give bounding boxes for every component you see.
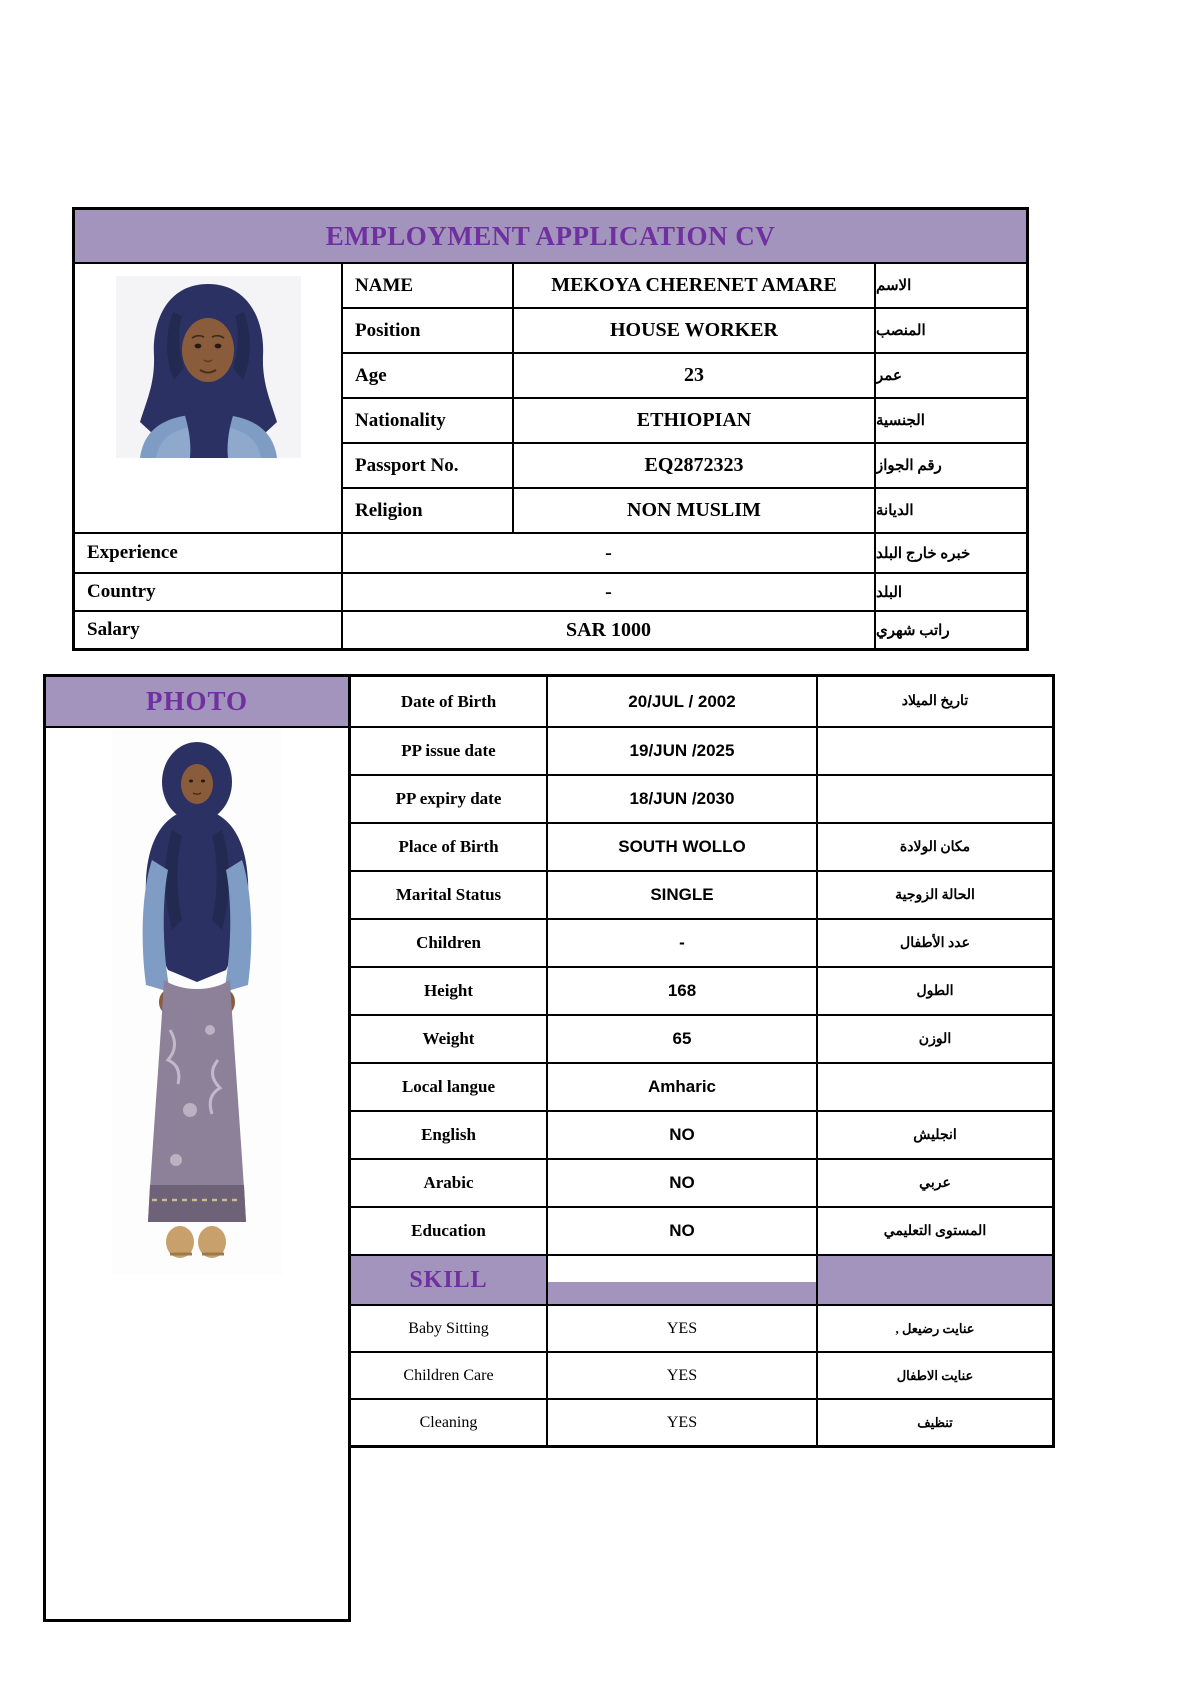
photo-section-header (46, 677, 348, 726)
photo-label: PHOTO (145, 686, 249, 716)
full-body-photo (112, 730, 282, 1275)
skill-name: Cleaning (351, 1400, 546, 1445)
field-label-arabic: الوزن (818, 1016, 1052, 1062)
field-value: HOUSE WORKER (514, 309, 874, 352)
skill-value: YES (548, 1306, 816, 1351)
field-value: 19/JUN /2025 (548, 728, 816, 774)
field-label-arabic: المنصب (876, 309, 1026, 352)
full-body-photo-cell (46, 728, 348, 1619)
field-value: 65 (548, 1016, 816, 1062)
details-table (351, 674, 1055, 1448)
field-label-arabic (818, 776, 1052, 822)
portrait-photo (116, 276, 301, 458)
field-value: Amharic (548, 1064, 816, 1110)
field-label-arabic (818, 728, 1052, 774)
field-value: - (343, 574, 874, 610)
field-label: Place of Birth (351, 824, 546, 870)
field-label-arabic: الحالة الزوجية (818, 872, 1052, 918)
field-label-arabic: البلد (876, 574, 1026, 610)
field-value: NO (548, 1160, 816, 1206)
field-label: Religion (343, 489, 512, 532)
field-label-arabic: الديانة (876, 489, 1026, 532)
field-label-arabic: رقم الجواز (876, 444, 1026, 487)
field-label-arabic: عدد الأطفال (818, 920, 1052, 966)
field-label-arabic: الطول (818, 968, 1052, 1014)
field-label-arabic: الاسم (876, 264, 1026, 307)
field-value: NO (548, 1208, 816, 1254)
skill-value: YES (548, 1400, 816, 1445)
field-label: Weight (351, 1016, 546, 1062)
skill-header-spacer (548, 1256, 816, 1304)
field-value: SINGLE (548, 872, 816, 918)
skill-name-arabic: تنظيف (818, 1400, 1052, 1445)
field-label: Age (343, 354, 512, 397)
field-label: Passport No. (343, 444, 512, 487)
field-label: Marital Status (351, 872, 546, 918)
skill-label: SKILL (409, 1266, 488, 1293)
field-value: 23 (514, 354, 874, 397)
field-value: EQ2872323 (514, 444, 874, 487)
field-label: PP issue date (351, 728, 546, 774)
field-label: English (351, 1112, 546, 1158)
field-label-arabic: المستوى التعليمي (818, 1208, 1052, 1254)
field-label: Local langue (351, 1064, 546, 1110)
skill-section-header (351, 1256, 546, 1304)
field-value: SAR 1000 (343, 612, 874, 648)
skill-header-arabic-spacer (818, 1256, 1052, 1304)
field-value: NON MUSLIM (514, 489, 874, 532)
skill-value: YES (548, 1353, 816, 1398)
field-value: - (548, 920, 816, 966)
field-label: NAME (343, 264, 512, 307)
field-value: 168 (548, 968, 816, 1014)
field-label-arabic (818, 1064, 1052, 1110)
field-label: Education (351, 1208, 546, 1254)
field-label: Country (75, 574, 341, 610)
field-label-arabic: راتب شهري (876, 612, 1026, 648)
field-label: PP expiry date (351, 776, 546, 822)
employment-application-table (72, 207, 1029, 651)
field-label: Experience (75, 534, 341, 572)
field-label: Children (351, 920, 546, 966)
field-value: SOUTH WOLLO (548, 824, 816, 870)
field-label: Position (343, 309, 512, 352)
field-label: Arabic (351, 1160, 546, 1206)
skill-name-arabic: عنايت رضيعل , (818, 1306, 1052, 1351)
skill-name: Children Care (351, 1353, 546, 1398)
field-label-arabic: الجنسية (876, 399, 1026, 442)
table-header (75, 210, 1026, 262)
field-label: Date of Birth (351, 677, 546, 726)
field-label-arabic: عمر (876, 354, 1026, 397)
field-label-arabic: انجليش (818, 1112, 1052, 1158)
page-title: EMPLOYMENT APPLICATION CV (325, 220, 776, 251)
field-value: 20/JUL / 2002 (548, 677, 816, 726)
field-label: Height (351, 968, 546, 1014)
portrait-photo-cell (75, 264, 341, 532)
skill-name: Baby Sitting (351, 1306, 546, 1351)
field-label: Nationality (343, 399, 512, 442)
field-label-arabic: عربي (818, 1160, 1052, 1206)
field-value: 18/JUN /2030 (548, 776, 816, 822)
field-value: NO (548, 1112, 816, 1158)
field-label: Salary (75, 612, 341, 648)
field-value: MEKOYA CHERENET AMARE (514, 264, 874, 307)
field-value: ETHIOPIAN (514, 399, 874, 442)
photo-column (43, 674, 351, 1622)
field-label-arabic: خبره خارج البلد (876, 534, 1026, 572)
field-value: - (343, 534, 874, 572)
skill-name-arabic: عنايت الاطفال (818, 1353, 1052, 1398)
field-label-arabic: مكان الولادة (818, 824, 1052, 870)
field-label-arabic: تاريخ الميلاد (818, 677, 1052, 726)
